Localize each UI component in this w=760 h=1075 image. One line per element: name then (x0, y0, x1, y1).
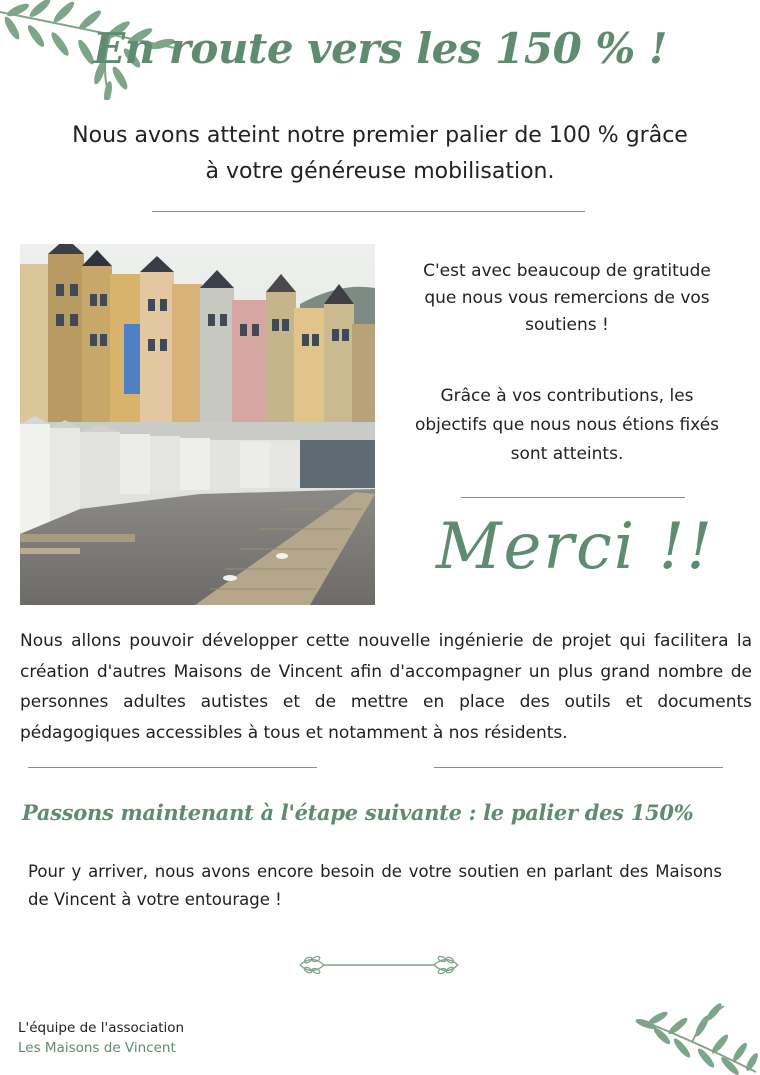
gratitude-line-1: C'est avec beaucoup de gratitude (423, 261, 711, 281)
intro-text (40, 118, 720, 190)
intro-line-1: Nous avons atteint notre premier palier de 100 % grâce (72, 123, 688, 148)
signature-team: L'équipe de l'association (18, 1020, 185, 1036)
next-step-paragraph: Pour y arriver, nous avons encore besoin de votre soutien en parlant des Maisons de Vincent à votre entourage ! (28, 862, 722, 909)
contributions-line-1: Grâce à vos contributions, les (440, 386, 694, 406)
contributions-text (392, 382, 742, 469)
gratitude-text (392, 258, 742, 339)
contributions-line-2: objectifs que nous nous étions fixés (414, 415, 720, 435)
page-title: En route vers les 150 % ! (93, 24, 667, 73)
gratitude-line-2: que nous vous remercions de vos (424, 288, 710, 308)
divider-top (152, 211, 585, 212)
seaside-photo (20, 244, 375, 605)
gratitude-line-3: soutiens ! (525, 315, 609, 335)
olive-branch-bottom-right-icon (632, 1000, 760, 1075)
intro-line-2: à votre généreuse mobilisation. (205, 159, 555, 184)
divider-right (461, 497, 685, 498)
laurel-divider-icon (298, 954, 460, 976)
divider-right-2 (434, 767, 723, 768)
merci-heading: Merci !! (435, 510, 715, 584)
contributions-line-3: sont atteints. (510, 444, 624, 464)
seaside-promenade-photo-icon (20, 244, 375, 605)
divider-left (28, 767, 317, 768)
signature-organization: Les Maisons de Vincent (18, 1040, 176, 1056)
next-step-heading: Passons maintenant à l'étape suivante : le palier des 150% (22, 800, 694, 825)
development-paragraph: Nous allons pouvoir développer cette nouvelle ingénierie de projet qui facilitera la création d'autres Maisons de Vincent afin d'accompagner un plus grand nombre de personnes adultes autistes et de mettre en place des outils et documents pédagogiques accessibles à tous et notamment à nos résidents. (20, 631, 752, 743)
